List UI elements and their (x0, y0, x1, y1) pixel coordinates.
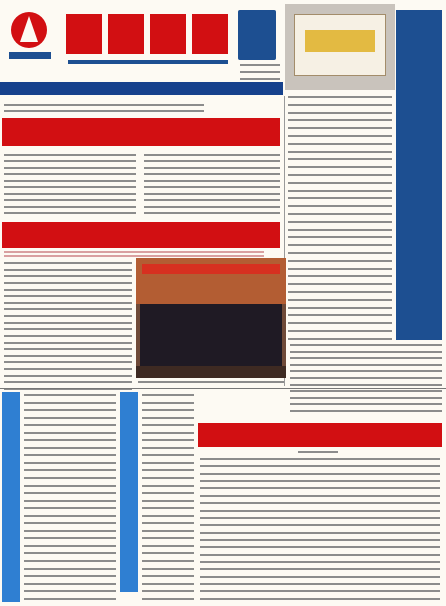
masthead-slogan-bar (0, 82, 283, 95)
feature-story-body-right (290, 344, 442, 412)
top-story-body-right (144, 154, 280, 214)
photo-choir-rows (140, 304, 282, 366)
photo-caption (138, 381, 284, 385)
award-plaque-photo (285, 4, 395, 90)
feature-story-deck (4, 251, 264, 257)
lower-middle-body (142, 394, 194, 600)
masthead-title (60, 4, 238, 68)
lower-left-vertical-headline (2, 392, 20, 602)
top-story-headline (2, 118, 280, 146)
lower-right-byline (298, 451, 338, 455)
photo-stage-banner (142, 264, 280, 274)
lower-middle-vertical-headline (120, 392, 138, 592)
award-plaque-sign (305, 30, 375, 52)
sidebar-story-vertical-headline (396, 10, 442, 340)
lower-right-headline (198, 423, 442, 447)
issue-details (240, 64, 280, 80)
sidebar-story-body (288, 96, 392, 340)
top-story-body-left (4, 154, 136, 214)
company-logo (2, 6, 57, 68)
top-story-kicker (4, 104, 204, 112)
issue-info-box (238, 10, 276, 60)
feature-story-body-left (4, 262, 132, 390)
lower-section-divider (0, 388, 446, 389)
choir-performance-photo (136, 258, 286, 378)
lower-right-body (200, 458, 440, 600)
photo-stage-floor (136, 366, 286, 378)
feature-story-headline (2, 222, 280, 248)
company-emblem-icon (2, 6, 57, 68)
lower-left-body (24, 394, 116, 600)
masthead-calligraphy (60, 4, 238, 68)
